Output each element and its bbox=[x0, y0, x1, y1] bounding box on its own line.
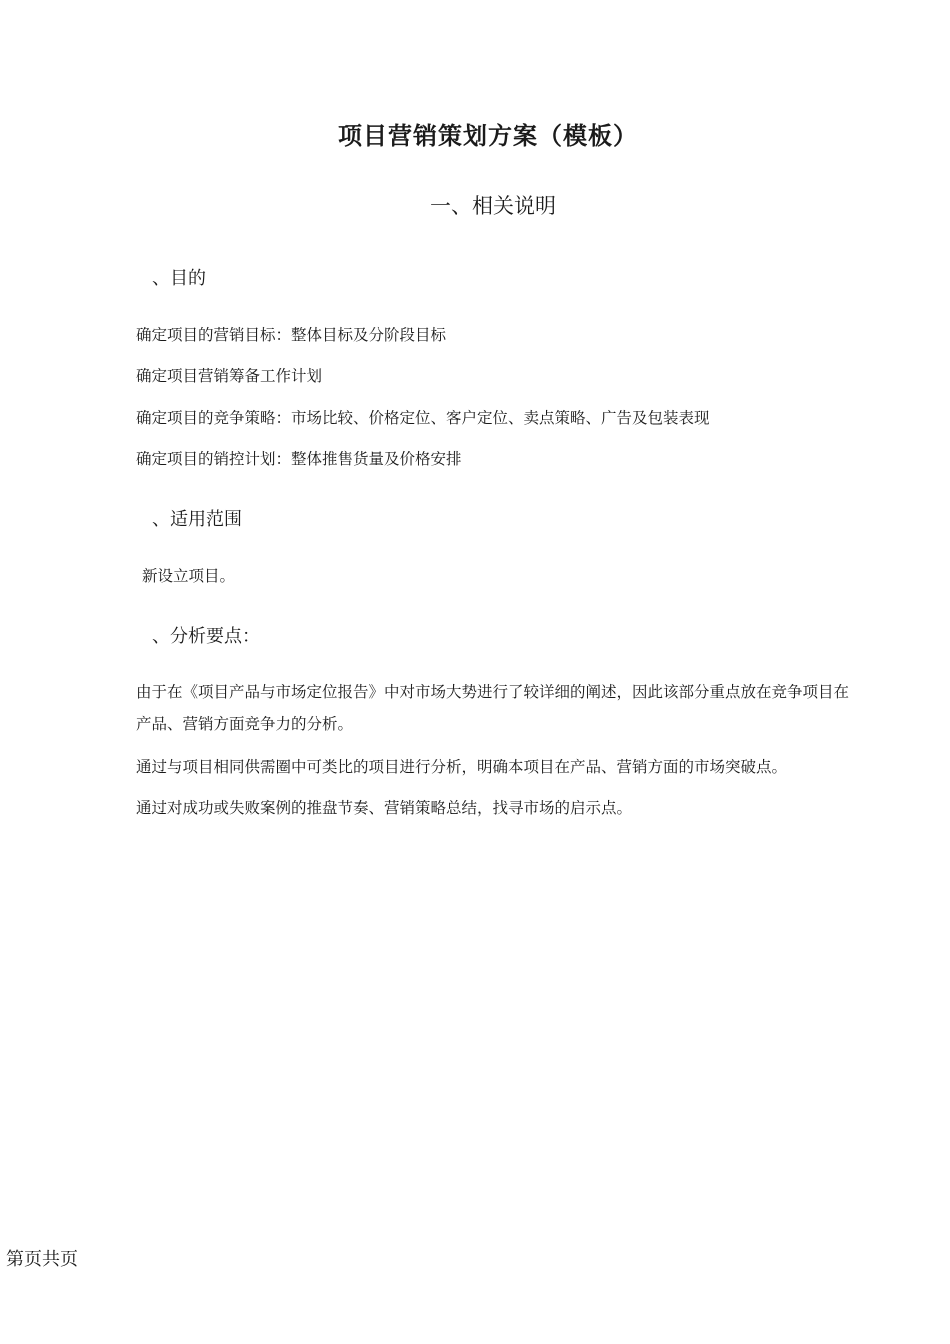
scope-text: 新设立项目。 bbox=[142, 567, 236, 585]
document-title: 项目营销策划方案（模板） bbox=[338, 122, 638, 150]
purpose-item: 确定项目营销筹备工作计划 bbox=[136, 367, 323, 385]
purpose-item: 确定项目的销控计划：整体推售货量及价格安排 bbox=[136, 450, 462, 468]
section-heading: 一、相关说明 bbox=[430, 194, 556, 218]
purpose-item: 确定项目的营销目标：整体目标及分阶段目标 bbox=[136, 326, 447, 344]
subsection-heading-purpose: 、目的 bbox=[152, 268, 206, 289]
analysis-paragraph: 通过对成功或失败案例的推盘节奏、营销策略总结，找寻市场的启示点。 bbox=[136, 799, 633, 817]
subsection-heading-scope: 、适用范围 bbox=[152, 509, 242, 530]
analysis-paragraph: 通过与项目相同供需圈中可类比的项目进行分析，明确本项目在产品、营销方面的市场突破点。 bbox=[136, 758, 788, 776]
analysis-paragraph: 由于在《项目产品与市场定位报告》中对市场大势进行了较详细的阐述，因此该部分重点放在竞争项目在产品、营销方面竞争力的分析。 bbox=[136, 683, 850, 733]
page-footer: 第页共页 bbox=[6, 1249, 78, 1270]
subsection-heading-analysis: 、分析要点： bbox=[152, 626, 260, 647]
purpose-item: 确定项目的竞争策略：市场比较、价格定位、客户定位、卖点策略、广告及包装表现 bbox=[136, 409, 710, 427]
